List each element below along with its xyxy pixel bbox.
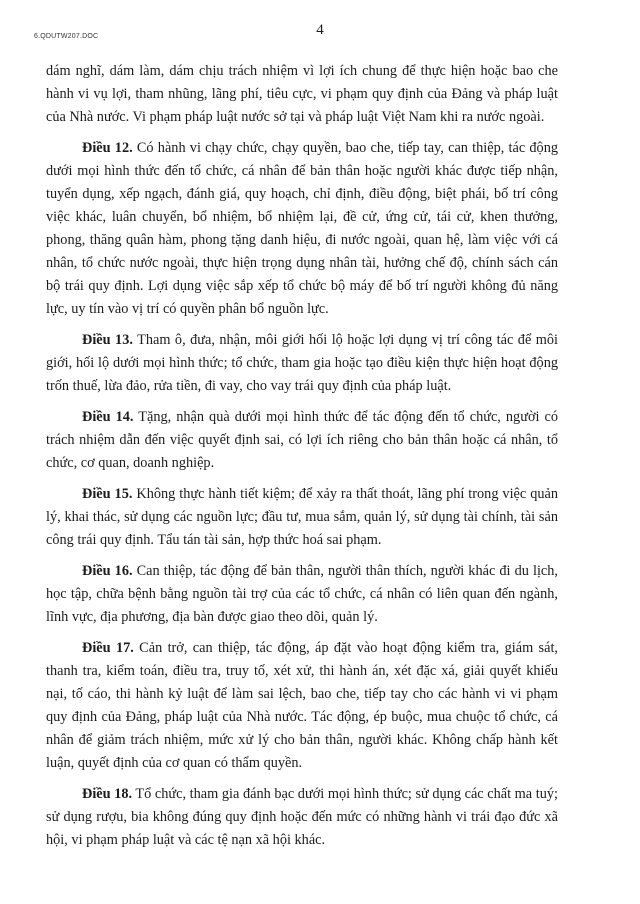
article-text: Tặng, nhận quà dưới mọi hình thức để tác động đến tổ chức, người có trách nhiệm dẫn đến việc quyết định sai, có lợi ích riêng cho bản thân hoặc cá nhân, tổ chức, cơ quan, doanh nghiệp.	[46, 409, 558, 471]
article-12	[46, 137, 558, 321]
intro-paragraph: dám nghĩ, dám làm, dám chịu trách nhiệm vì lợi ích chung để thực hiện hoặc bao che hành vi vụ lợi, tham nhũng, lãng phí, tiêu cực, vi phạm quy định của Đảng và pháp luật của Nhà nước. Vi phạm pháp luật nước sở tại và pháp luật Việt Nam khi ra nước ngoài.	[46, 63, 558, 125]
document-filename: 6.QDUTW207.DOC	[34, 33, 99, 40]
article-16	[46, 560, 558, 629]
article-text: Can thiệp, tác động để bản thân, người thân thích, người khác đi du lịch, học tập, chữa bệnh bằng nguồn tài trợ của các tổ chức, cá nhân có liên quan đến ngành, lĩnh vực, địa phương, địa bàn được giao theo dõi, quản lý.	[46, 563, 558, 625]
article-18	[46, 783, 558, 852]
article-text: Tổ chức, tham gia đánh bạc dưới mọi hình thức; sử dụng các chất ma tuý; sử dụng rượu, bia không đúng quy định hoặc đến mức có những hành vi trái đạo đức xã hội, vi phạm pháp luật và các tệ nạn xã hội khác.	[46, 786, 558, 848]
article-text: Tham ô, đưa, nhận, môi giới hối lộ hoặc lợi dụng vị trí công tác để môi giới, hối lộ dưới mọi hình thức; tổ chức, tham gia hoặc tạo điều kiện thực hiện hoạt động trốn thuế, lừa đảo, rửa tiền, đi vay, cho vay trái quy định của pháp luật.	[46, 332, 558, 394]
article-label: Điều 16.	[82, 563, 133, 579]
article-text: Cản trở, can thiệp, tác động, áp đặt vào hoạt động kiểm tra, giám sát, thanh tra, kiểm toán, điều tra, truy tố, xét xử, thi hành án, xét đặc xá, giải quyết khiếu nại, tố cáo, thi hành kỷ luật để làm sai lệch, bao che, tiếp tay cho các hành vi vi phạm quy định của Đảng, pháp luật của Nhà nước. Tác động, ép buộc, mua chuộc tổ chức, cá nhân để giảm trách nhiệm, mức xử lý cho bản thân, người khác. Không chấp hành kết luận, quyết định của cơ quan có thẩm quyền.	[46, 640, 558, 771]
page-number: 4	[316, 22, 324, 38]
article-14	[46, 406, 558, 475]
article-label: Điều 12.	[82, 140, 133, 156]
article-15	[46, 483, 558, 552]
article-label: Điều 17.	[82, 640, 134, 656]
article-13	[46, 329, 558, 398]
article-text: Có hành vi chạy chức, chạy quyền, bao che, tiếp tay, can thiệp, tác động dưới mọi hình thức đến tổ chức, cá nhân để bản thân hoặc người khác được tiếp nhận, tuyển dụng, xếp ngạch, đánh giá, quy hoạch, chỉ định, điều động, biệt phái, bố trí công việc khác, luân chuyển, bổ nhiệm, bổ nhiệm lại, đề cử, ứng cử, tái cử, khen thưởng, phong, thăng quân hàm, phong tặng danh hiệu, đi nước ngoài, quan hệ, làm việc với cá nhân, tổ chức nước ngoài, thực hiện trọng dụng nhân tài, hưởng chế độ, chính sách cán bộ trái quy định. Lợi dụng việc sắp xếp tổ chức bộ máy để bố trí người không đủ năng lực, uy tín vào vị trí có quyền phân bổ nguồn lực.	[46, 140, 558, 317]
article-text: Không thực hành tiết kiệm; để xảy ra thất thoát, lãng phí trong việc quản lý, khai thác, sử dụng các nguồn lực; đầu tư, mua sắm, quản lý, sử dụng tài chính, tài sản công trái quy định. Tẩu tán tài sản, hợp thức hoá sai phạm.	[46, 486, 558, 548]
article-label: Điều 13.	[82, 332, 133, 348]
article-label: Điều 14.	[82, 409, 134, 425]
document-body	[46, 60, 558, 860]
article-17	[46, 637, 558, 775]
article-label: Điều 18.	[82, 786, 133, 802]
article-label: Điều 15.	[82, 486, 133, 502]
